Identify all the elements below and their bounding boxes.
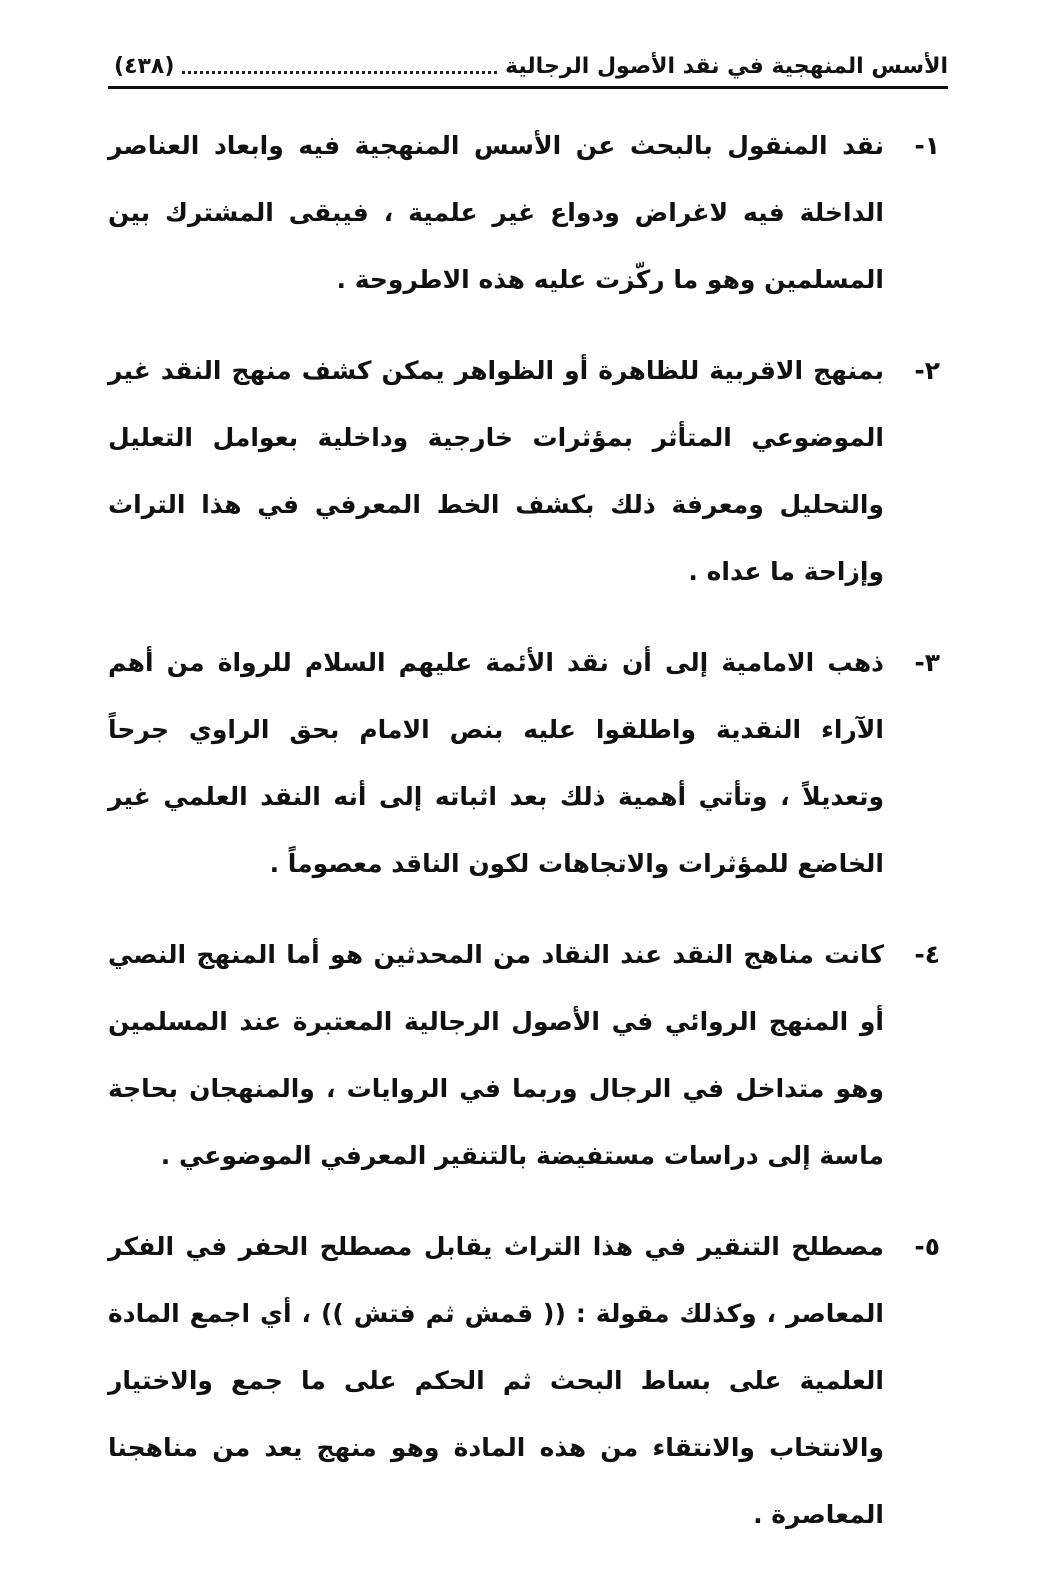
item-number: ٣-	[914, 648, 940, 677]
page-body	[108, 112, 940, 1572]
page-number: (٤٣٨)	[114, 54, 175, 79]
item-number: ١-	[914, 131, 940, 160]
running-title: الأسس المنهجية في نقد الأصول الرجالية	[505, 54, 948, 79]
page-header	[108, 48, 948, 82]
list-item	[108, 921, 940, 1189]
item-number: ٤-	[914, 940, 940, 969]
item-text: مصطلح التنقير في هذا التراث يقابل مصطلح الحفر في الفكر المعاصر ، وكذلك مقولة : (( قمش ثم فتش )) ، أي اجمع المادة العلمية على بساط البحث ثم الحكم على ما جمع والاختيار والانتخاب والانتقاء من هذه المادة وهو منهج يعد من مناهجنا المعاصرة .	[108, 1232, 884, 1529]
item-text: ذهب الامامية إلى أن نقد الأئمة عليهم السلام للرواة من أهم الآراء النقدية واطلقوا عليه بنص الامام بحق الراوي جرحاً وتعديلاً ، وتأتي أهمية ذلك بعد اثباته إلى أنه النقد العلمي غير الخاضع للمؤثرات والاتجاهات لكون الناقد معصوماً .	[108, 648, 884, 878]
item-text: بمنهج الاقربية للظاهرة أو الظواهر يمكن كشف منهج النقد غير الموضوعي المتأثر بمؤثرات خارجية وداخلية بعوامل التعليل والتحليل ومعرفة ذلك بكشف الخط المعرفي في هذا التراث وإزاحة ما عداه .	[108, 356, 884, 586]
item-number: ٢-	[914, 356, 940, 385]
item-text: كانت مناهج النقد عند النقاد من المحدثين هو أما المنهج النصي أو المنهج الروائي في الأصول الرجالية المعتبرة عند المسلمين وهو متداخل في الرجال وربما في الروايات ، والمنهجان بحاجة ماسة إلى دراسات مستفيضة بالتنقير المعرفي الموضوعي .	[108, 940, 884, 1170]
list-item	[108, 1213, 940, 1548]
list-item	[108, 337, 940, 605]
list-item	[108, 112, 940, 313]
item-number: ٥-	[914, 1232, 940, 1261]
item-text: نقد المنقول بالبحث عن الأسس المنهجية فيه وابعاد العناصر الداخلة فيه لاغراض ودواع غير علمية ، فيبقى المشترك بين المسلمين وهو ما ركّزت عليه هذه الاطروحة .	[108, 131, 884, 294]
list-item	[108, 629, 940, 897]
header-rule	[108, 86, 948, 89]
leader-dots	[182, 70, 497, 74]
